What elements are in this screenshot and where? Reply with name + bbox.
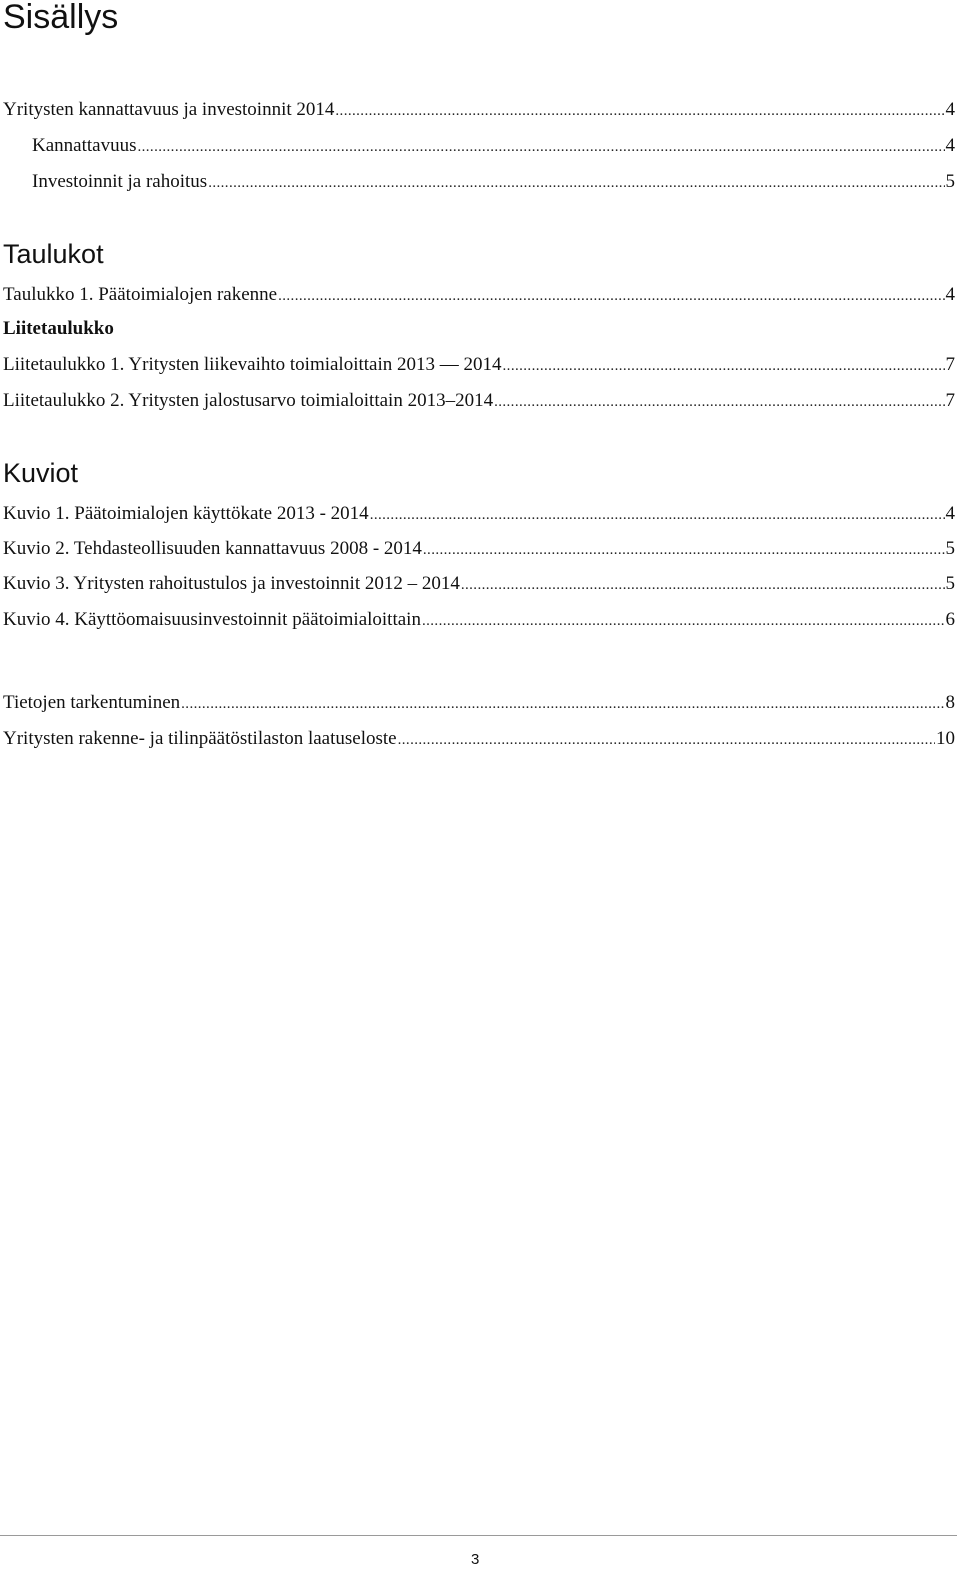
toc-entry-tietojen-tarkentuminen[interactable]: [3, 691, 955, 715]
toc-entry-kannattavuus-ja-investoinnit[interactable]: [3, 98, 955, 122]
toc-entry-kuvio-3[interactable]: [3, 572, 955, 596]
toc-entry-title: Kuvio 2. Tehdasteollisuuden kannattavuus 2008 - 2014: [3, 538, 422, 559]
toc-entry-title: Liitetaulukko 2. Yritysten jalostusarvo toimialoittain 2013–2014: [3, 390, 494, 411]
toc-entry-page: 6: [945, 609, 955, 630]
toc-entry-title: Taulukko 1. Päätoimialojen rakenne: [3, 284, 278, 305]
toc-leader-dots: [137, 135, 944, 159]
toc-entry-laatuseloste[interactable]: [3, 727, 955, 751]
toc-entry-kannattavuus[interactable]: [32, 134, 955, 158]
toc-entry-title: Kuvio 4. Käyttöomaisuusinvestoinnit päätoimialoittain: [3, 609, 421, 630]
toc-leader-dots: [422, 609, 945, 633]
toc-entry-investoinnit-ja-rahoitus[interactable]: [32, 170, 955, 194]
toc-leader-dots: [503, 354, 945, 378]
toc-entry-page: 4: [945, 135, 955, 156]
toc-entry-page: 7: [945, 354, 955, 375]
toc-leader-dots: [398, 728, 935, 752]
toc-entry-title: Yritysten rakenne- ja tilinpäätöstilaston laatuseloste: [3, 728, 397, 749]
toc-leader-dots: [370, 503, 945, 527]
toc-entry-kuvio-2[interactable]: [3, 537, 955, 561]
toc-leader-dots: [278, 284, 944, 308]
toc-entry-title: Kannattavuus: [32, 135, 137, 156]
toc-entry-taulukko-1[interactable]: [3, 283, 955, 307]
page-number: 3: [471, 1551, 480, 1568]
toc-leader-dots: [423, 538, 945, 562]
toc-entry-page: 4: [945, 503, 955, 524]
toc-entry-page: 4: [945, 99, 955, 120]
toc-entry-title: Liitetaulukko 1. Yritysten liikevaihto toimialoittain 2013 — 2014: [3, 354, 502, 375]
toc-entry-page: 8: [945, 692, 955, 713]
toc-entry-page: 4: [945, 284, 955, 305]
toc-entry-page: 5: [945, 573, 955, 594]
toc-leader-dots: [208, 171, 944, 195]
toc-entry-page: 7: [945, 390, 955, 411]
toc-leader-dots: [461, 573, 945, 597]
toc-leader-dots: [335, 99, 944, 123]
toc-leader-dots: [181, 692, 944, 716]
toc-entry-title: Kuvio 3. Yritysten rahoitustulos ja investoinnit 2012 – 2014: [3, 573, 460, 594]
toc-entry-page: 5: [945, 538, 955, 559]
toc-entry-kuvio-1[interactable]: [3, 502, 955, 526]
toc-leader-dots: [494, 390, 944, 414]
toc-entry-kuvio-4[interactable]: [3, 608, 955, 632]
footer-divider: [0, 1535, 957, 1536]
figures-heading: Kuviot: [3, 458, 79, 488]
toc-entry-title: Yritysten kannattavuus ja investoinnit 2014: [3, 99, 335, 120]
toc-entry-title: Investoinnit ja rahoitus: [32, 171, 208, 192]
tables-heading: Taulukot: [3, 239, 104, 269]
toc-entry-title: Kuvio 1. Päätoimialojen käyttökate 2013 - 2014: [3, 503, 369, 524]
toc-entry-liitetaulukko-1[interactable]: [3, 353, 955, 377]
appendix-tables-label: Liitetaulukko: [3, 318, 114, 339]
toc-entry-title: Tietojen tarkentuminen: [3, 692, 181, 713]
toc-entry-page: 5: [945, 171, 955, 192]
toc-entry-liitetaulukko-2[interactable]: [3, 389, 955, 413]
toc-entry-page: 10: [936, 728, 955, 749]
page-title: Sisällys: [3, 0, 119, 36]
